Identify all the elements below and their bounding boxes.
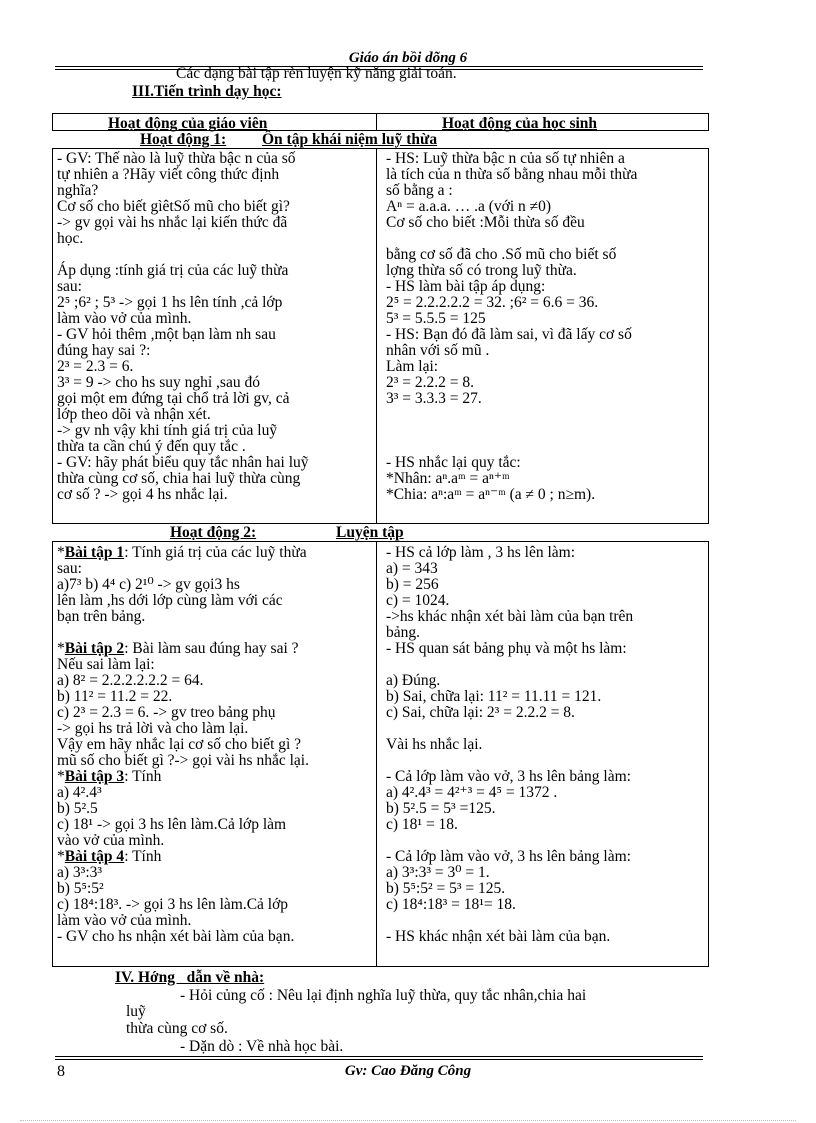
footer-rule	[55, 1056, 703, 1057]
text-line: a) Đúng.	[386, 672, 441, 689]
text-line: - GV cho hs nhận xét bài làm của bạn.	[57, 928, 295, 945]
text-line: c) 18¹ -> gọi 3 hs lên làm.Cả lớp làm	[57, 816, 287, 833]
text-line: cơ số ? -> gọi 4 hs nhắc lại.	[57, 486, 228, 503]
text-line	[57, 625, 373, 641]
text-line: nghĩa?	[57, 182, 99, 199]
text-line: - Cả lớp làm vào vở, 3 hs lên bảng làm:	[386, 768, 631, 785]
text-line: mũ số cho biết gì ?-> gọi vài hs nhắc lại.	[57, 752, 309, 769]
text-line: Làm lại:	[386, 358, 439, 375]
text-line: Nếu sai làm lại:	[57, 656, 155, 673]
text-line: b) 5⁵:5²	[57, 880, 104, 897]
section-4-line-2: luỹ	[126, 1003, 146, 1020]
text-line: Aⁿ = a.a.a. … .a (với n ≠0)	[386, 198, 552, 215]
text-line: Cơ số cho biết :Mỗi thừa số đều	[386, 214, 585, 231]
section-4-line-1: - Hỏi củng cố : Nêu lại định nghĩa luỹ thừa, quy tắc nhân,chia hai	[180, 987, 587, 1004]
text-line: a)7³ b) 4⁴ c) 2¹⁰ -> gv gọi3 hs	[57, 576, 240, 593]
text-line: - HS khác nhận xét bài làm của bạn.	[386, 928, 611, 945]
text-line	[386, 231, 704, 247]
text-line: làm vào vở của mình.	[57, 310, 192, 327]
text-line: - Cả lớp làm vào vở, 3 hs lên bảng làm:	[386, 848, 631, 865]
text-line: *Bài tập 1: Tính giá trị của các luỹ thừa	[57, 544, 307, 561]
activity-2-student-column	[386, 545, 704, 945]
text-line: sau:	[57, 278, 82, 295]
text-line: thừa ta cần chú ý đến quy tắc .	[57, 438, 246, 455]
text-line	[386, 721, 704, 737]
text-line: 3³ = 9 -> cho hs suy nghỉ ,sau đó	[57, 374, 260, 391]
text-line: b) 11² = 11.2 = 22.	[57, 688, 173, 705]
text-line: a) 3³:3³ = 3⁰ = 1.	[386, 864, 490, 881]
author-name: Gv: Cao Đăng Công	[344, 1063, 472, 1079]
text-line: b) 5².5 = 5³ =125.	[386, 800, 496, 817]
table-header-divider	[376, 113, 377, 131]
activity-1-title: Ôn tập khái niệm luỹ thừa	[262, 131, 438, 148]
text-line: 2³ = 2.2.2 = 8.	[386, 374, 475, 391]
text-line: số bằng a :	[386, 182, 453, 199]
text-line: - GV: hãy phát biểu quy tắc nhân hai luỹ	[57, 454, 309, 471]
text-line: -> gv gọi vài hs nhắc lại kiến thức đã	[57, 214, 288, 231]
text-line: b) = 256	[386, 576, 439, 593]
text-line: bằng cơ số đã cho .Số mũ cho biết số	[386, 246, 617, 263]
text-line: - HS: Bạn đó đã làm sai, vì đã lấy cơ số	[386, 326, 632, 343]
text-line: gọi một em đứng tại chổ trả lời gv, cả	[57, 390, 290, 407]
text-line: - HS: Luỹ thừa bậc n của số tự nhiên a	[386, 150, 625, 167]
text-line: b) 5².5	[57, 800, 98, 817]
text-line	[386, 657, 704, 673]
text-line: - HS cả lớp làm , 3 hs lên làm:	[386, 544, 575, 561]
activity-1-student-column	[386, 151, 704, 503]
bottom-dotted-line	[20, 1120, 796, 1121]
text-line: bảng.	[386, 624, 421, 641]
text-line: c) 2³ = 2.3 = 6. -> gv treo bảng phụ	[57, 704, 276, 721]
text-line	[57, 247, 373, 263]
text-line: c) 18⁴:18³. -> gọi 3 hs lên làm.Cả lớp	[57, 896, 289, 913]
section-4-heading: IV. Hớng dẫn về nhà:	[115, 969, 265, 986]
text-line: -> gọi hs trả lời và cho làm lại.	[57, 720, 249, 737]
page-number: 8	[57, 1063, 65, 1080]
text-line: c) 18¹ = 18.	[386, 816, 458, 833]
text-line: b) 5⁵:5² = 5³ = 125.	[386, 880, 506, 897]
text-line: 5³ = 5.5.5 = 125	[386, 310, 486, 327]
text-line: ->hs khác nhận xét bài làm của bạn trên	[386, 608, 634, 625]
activity-2-title: Luyện tập	[336, 524, 404, 541]
text-line: sau:	[57, 560, 82, 577]
text-line: 2⁵ = 2.2.2.2.2 = 32. ;6² = 6.6 = 36.	[386, 294, 599, 311]
text-line	[386, 439, 704, 455]
activity-2-label: Hoạt động 2:	[170, 524, 257, 541]
text-line: - GV hỏi thêm ,một bạn làm nh sau	[57, 326, 276, 343]
activity-2-teacher-column	[57, 545, 373, 945]
text-line: làm vào vở của mình.	[57, 912, 192, 929]
text-line: c) Sai, chữa lại: 2³ = 2.2.2 = 8.	[386, 704, 575, 721]
text-line: thừa cùng cơ số, chia hai luỹ thừa cùng	[57, 470, 301, 487]
text-line: a) 8² = 2.2.2.2.2.2 = 64.	[57, 672, 204, 689]
text-line: Vậy em hãy nhắc lại cơ số cho biết gì ?	[57, 736, 302, 753]
activity-1-label: Hoạt động 1:	[140, 131, 227, 148]
text-line	[386, 423, 704, 439]
text-line	[386, 833, 704, 849]
text-line: học.	[57, 230, 84, 247]
text-line: *Bài tập 2: Bài làm sau đúng hay sai ?	[57, 640, 299, 657]
text-line: Cơ số cho biết gìêtSố mũ cho biết gì?	[57, 198, 290, 215]
text-line: bạn trên bảng.	[57, 608, 146, 625]
activity-2-divider	[376, 541, 377, 967]
text-line: a) 4².4³ = 4²⁺³ = 4⁵ = 1372 .	[386, 784, 558, 801]
activity-1-divider	[376, 148, 377, 524]
text-line: đúng hay sai ?:	[57, 342, 151, 359]
text-line: nhân với số mũ .	[386, 342, 490, 359]
text-line: -> gv nh vậy khi tính giá trị của luỹ	[57, 422, 278, 439]
text-line: 3³ = 3.3.3 = 27.	[386, 390, 482, 407]
text-line: Vài hs nhắc lại.	[386, 736, 483, 753]
intro-line: Các dạng bài tập rèn luyện kỹ năng giải toán.	[176, 65, 457, 82]
text-line: Áp dụng :tính giá trị của các luỹ thừa	[57, 262, 289, 279]
text-line: *Nhân: aⁿ.aᵐ = aⁿ⁺ᵐ	[386, 470, 510, 487]
section-4-line-4: - Dặn dò : Về nhà học bài.	[180, 1038, 344, 1055]
student-column-heading: Hoạt động của học sinh	[442, 115, 598, 132]
text-line: 2⁵ ;6² ; 5³ -> gọi 1 hs lên tính ,cả lớp	[57, 294, 283, 311]
text-line: - HS nhắc lại quy tắc:	[386, 454, 521, 471]
text-line: a) 3³:3³	[57, 864, 103, 881]
text-line	[386, 407, 704, 423]
text-line: b) Sai, chữa lại: 11² = 11.11 = 121.	[386, 688, 602, 705]
text-line: *Bài tập 4: Tính	[57, 848, 162, 865]
text-line: *Chia: aⁿ:aᵐ = aⁿ⁻ᵐ (a ≠ 0 ; n≥m).	[386, 486, 596, 503]
text-line: vào vở của mình.	[57, 832, 165, 849]
text-line	[386, 913, 704, 929]
section-4-line-3: thừa cùng cơ số.	[126, 1020, 228, 1037]
activity-1-teacher-column	[57, 151, 373, 503]
text-line: *Bài tập 3: Tính	[57, 768, 162, 785]
text-line: c) 18⁴:18³ = 18¹= 18.	[386, 896, 516, 913]
text-line: tự nhiên a ?Hãy viết công thức định	[57, 166, 280, 183]
text-line: - HS quan sát bảng phụ và một hs làm:	[386, 640, 627, 657]
section-3-heading: III.Tiến trình dạy học:	[132, 83, 282, 100]
text-line: a) = 343	[386, 560, 438, 577]
text-line: 2³ = 2.3 = 6.	[57, 358, 134, 375]
text-line: - HS làm bài tập áp dụng:	[386, 278, 546, 295]
text-line: - GV: Thế nào là luỹ thừa bậc n của số	[57, 150, 296, 167]
text-line: lên làm ,hs dới lớp cùng làm với các	[57, 592, 283, 609]
page-header-title: Giáo án bồi dõng 6	[348, 50, 468, 66]
text-line: là tích của n thừa số bằng nhau mỗi thừa	[386, 166, 638, 183]
text-line: lớp theo dõi và nhận xét.	[57, 406, 211, 423]
text-line	[386, 753, 704, 769]
text-line: lợng thừa số có trong luỹ thừa.	[386, 262, 577, 279]
text-line: c) = 1024.	[386, 592, 450, 609]
teacher-column-heading: Hoạt động của giáo viên	[108, 115, 268, 132]
footer-rule-2	[55, 1059, 703, 1060]
text-line: a) 4².4³	[57, 784, 102, 801]
